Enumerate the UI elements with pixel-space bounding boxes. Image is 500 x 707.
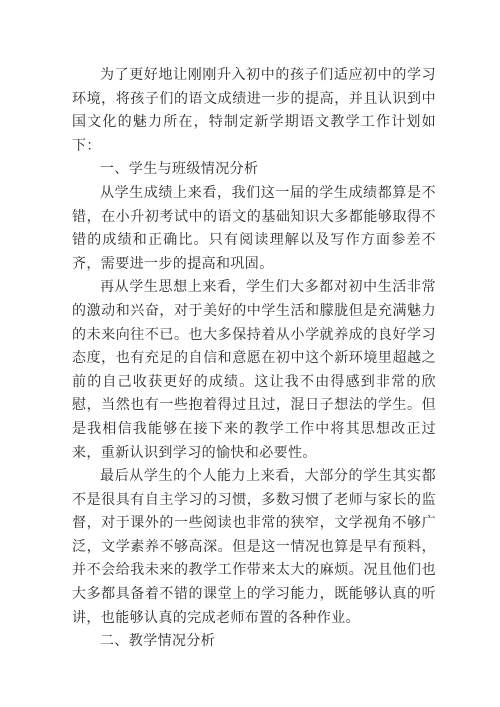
document-body	[72, 64, 436, 654]
section-heading-student-analysis: 一、学生与班级情况分析	[100, 161, 259, 178]
paragraph-thinking: 再从学生思想上来看，学生们大多都对初中生活非常的激动和兴奋，对于美好的中学生活和朦胧但是充满魅力的未来向往不已。也大多保持着从小学就养成的良好学习态度，也有充足的自信和意愿在初中这个新环境里超越之前的自己收获更好的成绩。这让我不由得感到非常的欣慰，当然也有一些抱着得过且过，混日子想法的学生。但是我相信我能够在接下来的教学工作中将其思想改正过来，重新认识到学习的愉快和必要性。	[72, 279, 436, 461]
intro-paragraph: 为了更好地让刚刚升入初中的孩子们适应初中的学习环境，将孩子们的语文成绩进一步的提高，并且认识到中国文化的魅力所在，特制定新学期语文教学工作计划如下：	[72, 67, 436, 154]
paragraph-ability: 最后从学生的个人能力上来看，大部分的学生其实都不是很具有自主学习的习惯，多数习惯了老师与家长的监督，对于课外的一些阅读也非常的狭窄，文学视角不够广泛，文学素养不够高深。但是这一情况也算是早有预料，并不会给我未来的教学工作带来太大的麻烦。况且他们也大多都具备着不错的课堂上的学习能力，既能够认真的听讲，也能够认真的完成老师布置的各种作业。	[72, 468, 436, 626]
paragraph-grades: 从学生成绩上来看，我们这一届的学生成绩都算是不错，在小升初考试中的语文的基础知识大多都能够取得不错的成绩和正确比。只有阅读理解以及写作方面参差不齐，需要进一步的提高和巩固。	[72, 184, 436, 272]
section-heading-teaching-analysis: 二、教学情况分析	[100, 633, 216, 650]
